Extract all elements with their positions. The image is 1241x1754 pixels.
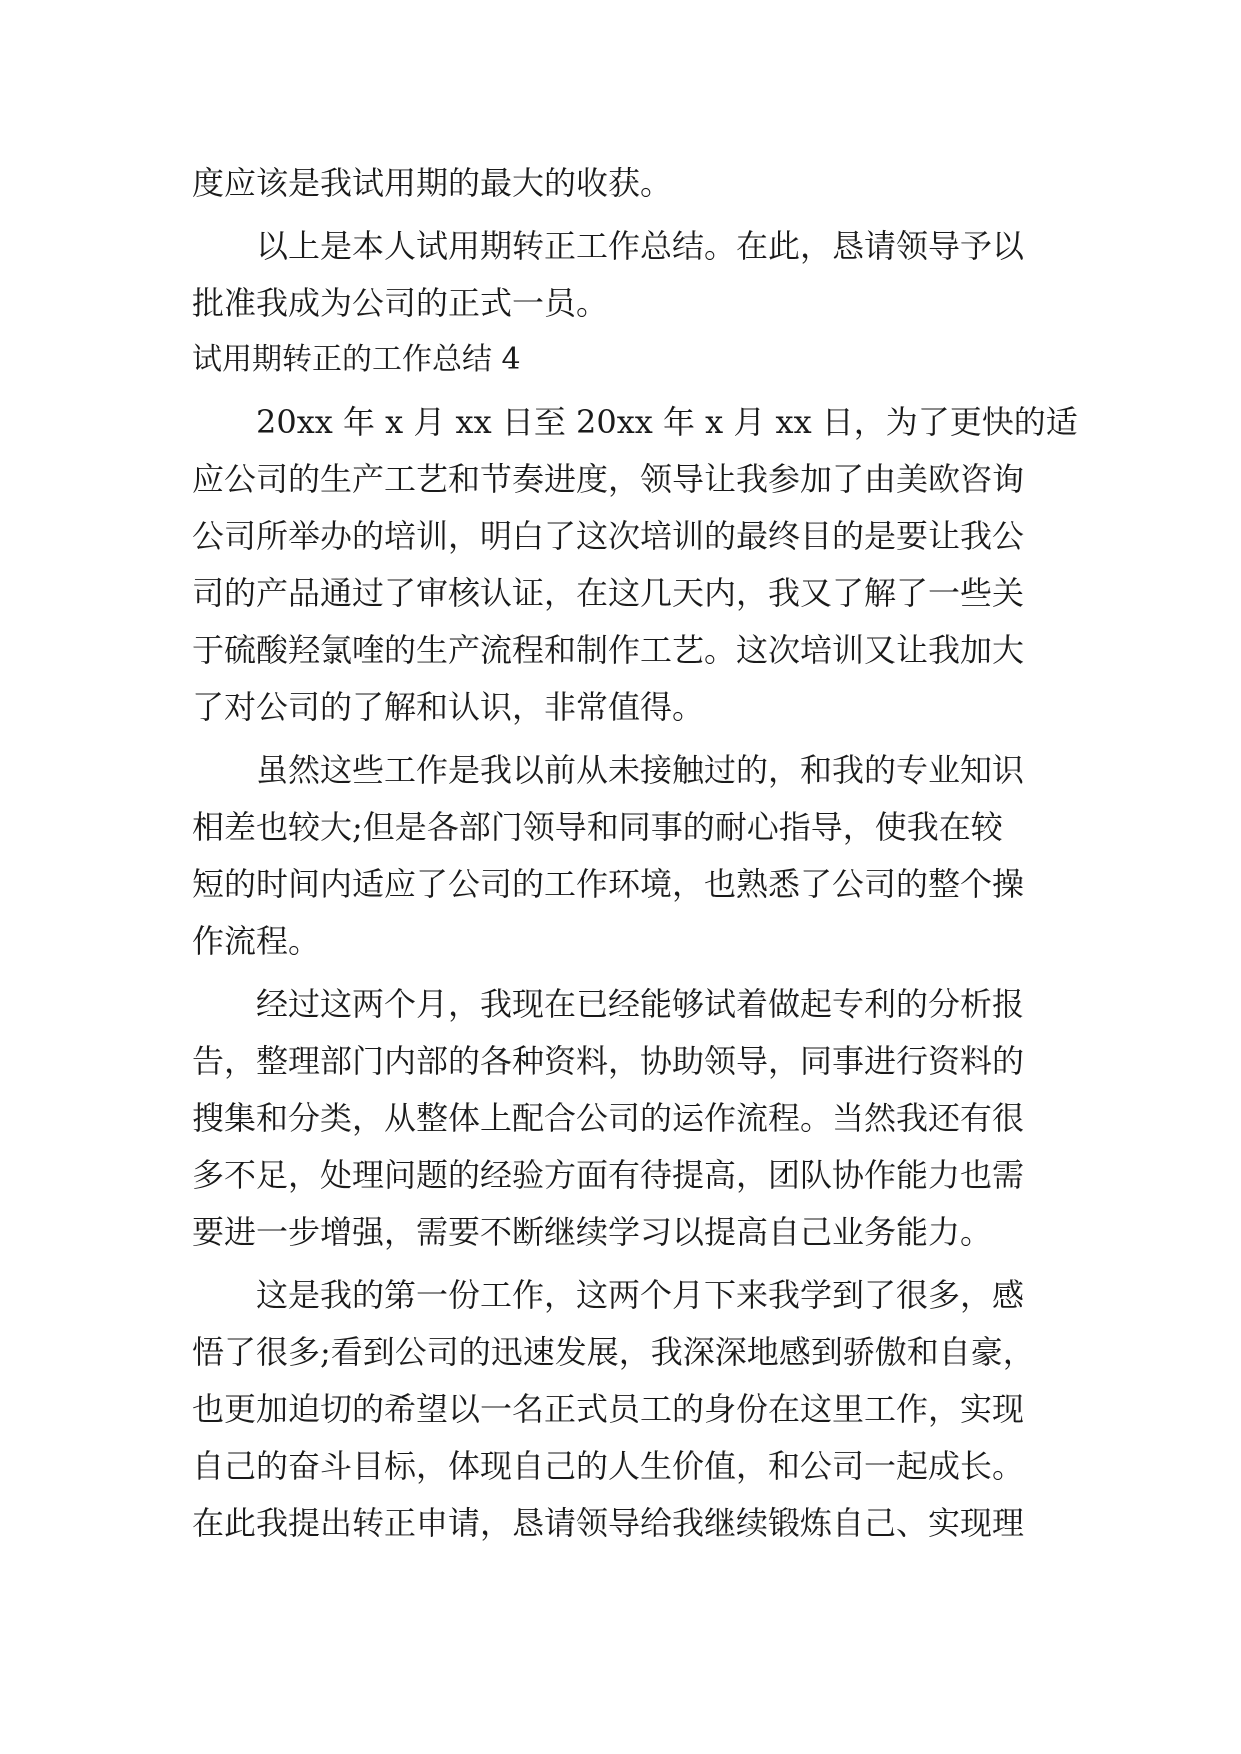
text-line: 短的时间内适应了公司的工作环境，也熟悉了公司的整个操: [192, 865, 1025, 903]
text-line: 相差也较大;但是各部门领导和同事的耐心指导，使我在较: [192, 808, 1003, 846]
text-line: 作流程。: [192, 922, 321, 960]
text-line: 要进一步增强，需要不断继续学习以提高自己业务能力。: [192, 1213, 993, 1251]
text-line: 公司所举办的培训，明白了这次培训的最终目的是要让我公: [192, 517, 1025, 555]
text-line: 在此我提出转正申请，恳请领导给我继续锻炼自己、实现理: [192, 1504, 1025, 1542]
paragraph-start: 以上是本人试用期转正工作总结。在此，恳请领导予以: [256, 227, 1025, 265]
text-line: 自己的奋斗目标，体现自己的人生价值，和公司一起成长。: [192, 1447, 1025, 1485]
paragraph-start: 20xx 年 x 月 xx 日至 20xx 年 x 月 xx 日，为了更快的适: [256, 403, 1078, 441]
text-line: 悟了很多;看到公司的迅速发展，我深深地感到骄傲和自豪，: [192, 1333, 1035, 1371]
paragraph-start: 这是我的第一份工作，这两个月下来我学到了很多，感: [256, 1276, 1025, 1314]
text-line: 告，整理部门内部的各种资料，协助领导，同事进行资料的: [192, 1042, 1025, 1080]
paragraph-start: 虽然这些工作是我以前从未接触过的，和我的专业知识: [256, 751, 1025, 789]
text-line: 了对公司的了解和认识，非常值得。: [192, 688, 705, 726]
paragraph-start: 经过这两个月，我现在已经能够试着做起专利的分析报: [256, 985, 1025, 1023]
text-line: 司的产品通过了审核认证，在这几天内，我又了解了一些关: [192, 574, 1025, 612]
text-line: 应公司的生产工艺和节奏进度，领导让我参加了由美欧咨询: [192, 460, 1025, 498]
text-line: 搜集和分类，从整体上配合公司的运作流程。当然我还有很: [192, 1099, 1025, 1137]
text-line: 度应该是我试用期的最大的收获。: [192, 164, 673, 202]
text-line: 多不足，处理问题的经验方面有待提高，团队协作能力也需: [192, 1156, 1025, 1194]
text-line: 也更加迫切的希望以一名正式员工的身份在这里工作，实现: [192, 1390, 1025, 1428]
text-line: 批准我成为公司的正式一员。: [192, 284, 609, 322]
section-heading: 试用期转正的工作总结 4: [192, 342, 521, 377]
text-line: 于硫酸羟氯喹的生产流程和制作工艺。这次培训又让我加大: [192, 631, 1025, 669]
